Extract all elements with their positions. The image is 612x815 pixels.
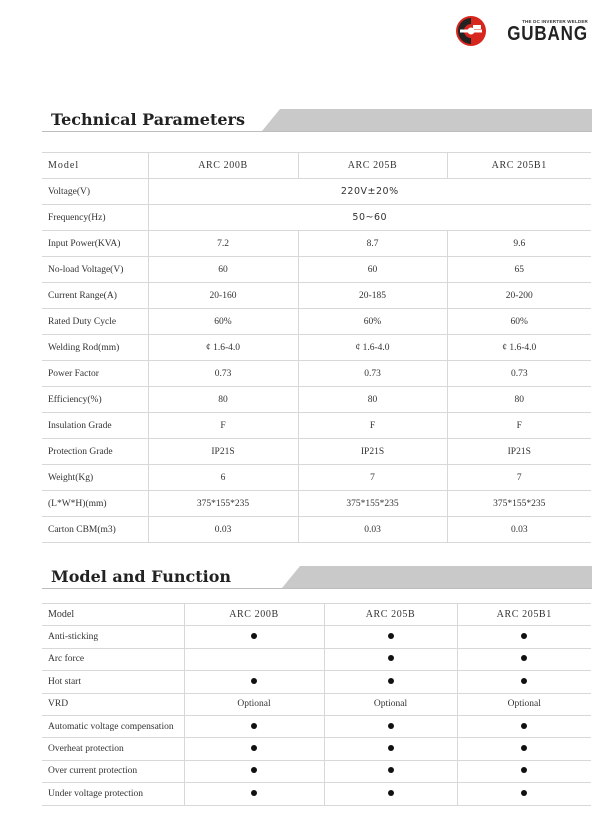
value-cell: 9.6 xyxy=(447,231,591,257)
value-cell: 60 xyxy=(298,257,447,283)
row-label: No-load Voltage(V) xyxy=(42,257,148,283)
table-row xyxy=(42,465,591,491)
feature-cell: Optional xyxy=(457,693,591,715)
merged-value-cell: 220V±20% xyxy=(148,179,591,205)
row-label: Protection Grade xyxy=(42,439,148,465)
value-cell: 60% xyxy=(447,309,591,335)
row-label: Anti-sticking xyxy=(42,626,184,648)
model-function-table xyxy=(42,603,591,806)
value-cell: 7.2 xyxy=(148,231,298,257)
feature-supported-dot-icon xyxy=(388,790,394,796)
value-cell: 375*155*235 xyxy=(447,491,591,517)
feature-supported-dot-icon xyxy=(388,655,394,661)
technical-parameters-table xyxy=(42,152,591,543)
feature-cell xyxy=(324,715,457,737)
header-model-cell: ARC 205B xyxy=(298,153,447,179)
feature-supported-dot-icon xyxy=(521,723,527,729)
value-cell: 0.03 xyxy=(447,517,591,543)
value-cell: 375*155*235 xyxy=(148,491,298,517)
value-cell: 80 xyxy=(447,387,591,413)
value-cell: IP21S xyxy=(447,439,591,465)
feature-supported-dot-icon xyxy=(251,633,257,639)
section-bar xyxy=(262,109,592,131)
feature-cell xyxy=(184,648,324,670)
table-row xyxy=(42,671,591,693)
table-row xyxy=(42,231,591,257)
table-row xyxy=(42,491,591,517)
value-cell: 0.03 xyxy=(298,517,447,543)
header-model-cell: ARC 200B xyxy=(184,604,324,626)
table-row xyxy=(42,648,591,670)
value-cell: 0.73 xyxy=(148,361,298,387)
header-label-cell: Model xyxy=(42,153,148,179)
row-label: Carton CBM(m3) xyxy=(42,517,148,543)
row-label: Frequency(Hz) xyxy=(42,205,148,231)
row-label: Automatic voltage compensation xyxy=(42,715,184,737)
feature-cell xyxy=(184,715,324,737)
feature-supported-dot-icon xyxy=(388,745,394,751)
logo-tagline: THE DC INVERTER WELDER xyxy=(522,18,588,24)
header-model-cell: ARC 205B1 xyxy=(447,153,591,179)
feature-supported-dot-icon xyxy=(521,655,527,661)
table-row xyxy=(42,760,591,782)
table-row xyxy=(42,517,591,543)
table-header-row xyxy=(42,604,591,626)
row-label: Weight(Kg) xyxy=(42,465,148,491)
feature-cell xyxy=(457,626,591,648)
value-cell: F xyxy=(447,413,591,439)
row-label: Current Range(A) xyxy=(42,283,148,309)
row-label: Arc force xyxy=(42,648,184,670)
feature-cell xyxy=(457,671,591,693)
table-row xyxy=(42,693,591,715)
value-cell: 0.73 xyxy=(447,361,591,387)
row-label: Efficiency(%) xyxy=(42,387,148,413)
tech-section-title: Technical Parameters xyxy=(51,110,245,129)
feature-supported-dot-icon xyxy=(388,678,394,684)
feature-supported-dot-icon xyxy=(251,745,257,751)
feature-cell xyxy=(184,738,324,760)
table-row xyxy=(42,361,591,387)
feature-cell xyxy=(324,648,457,670)
feature-cell xyxy=(184,760,324,782)
feature-supported-dot-icon xyxy=(388,723,394,729)
table-row xyxy=(42,715,591,737)
table-row xyxy=(42,413,591,439)
value-cell: F xyxy=(148,413,298,439)
row-label: Hot start xyxy=(42,671,184,693)
value-cell: 20-185 xyxy=(298,283,447,309)
value-cell: IP21S xyxy=(148,439,298,465)
header-model-cell: ARC 200B xyxy=(148,153,298,179)
feature-cell xyxy=(457,760,591,782)
feature-cell: Optional xyxy=(184,693,324,715)
row-label: Voltage(V) xyxy=(42,179,148,205)
logo-name: GUBANG xyxy=(507,22,588,45)
value-cell: 6 xyxy=(148,465,298,491)
feature-cell xyxy=(324,783,457,805)
value-cell: 80 xyxy=(298,387,447,413)
table-header-row xyxy=(42,153,591,179)
value-cell: 65 xyxy=(447,257,591,283)
feature-cell xyxy=(184,626,324,648)
feature-cell xyxy=(457,648,591,670)
row-label: Power Factor xyxy=(42,361,148,387)
value-cell: 0.03 xyxy=(148,517,298,543)
brand-logo xyxy=(454,14,588,48)
merged-value-cell: 50~60 xyxy=(148,205,591,231)
feature-cell xyxy=(324,671,457,693)
feature-supported-dot-icon xyxy=(251,790,257,796)
value-cell: ¢ 1.6-4.0 xyxy=(447,335,591,361)
value-cell: 20-160 xyxy=(148,283,298,309)
header-model-cell: ARC 205B xyxy=(324,604,457,626)
feature-cell: Optional xyxy=(324,693,457,715)
feature-supported-dot-icon xyxy=(521,633,527,639)
feature-supported-dot-icon xyxy=(388,633,394,639)
gubang-logo-icon xyxy=(454,14,488,48)
value-cell: 60% xyxy=(148,309,298,335)
value-cell: 60% xyxy=(298,309,447,335)
value-cell: IP21S xyxy=(298,439,447,465)
tech-section-header xyxy=(42,109,592,133)
feature-cell xyxy=(184,671,324,693)
value-cell: 0.73 xyxy=(298,361,447,387)
section-bar xyxy=(282,566,592,588)
row-label: VRD xyxy=(42,693,184,715)
table-row xyxy=(42,335,591,361)
row-label: Insulation Grade xyxy=(42,413,148,439)
table-row xyxy=(42,783,591,805)
feature-cell xyxy=(457,783,591,805)
feature-cell xyxy=(324,760,457,782)
row-label: Welding Rod(mm) xyxy=(42,335,148,361)
value-cell: 375*155*235 xyxy=(298,491,447,517)
feature-supported-dot-icon xyxy=(521,745,527,751)
feature-cell xyxy=(324,738,457,760)
table-row xyxy=(42,205,591,231)
section-rule xyxy=(42,588,592,589)
value-cell: 7 xyxy=(298,465,447,491)
feature-cell xyxy=(457,738,591,760)
table-row xyxy=(42,439,591,465)
feature-supported-dot-icon xyxy=(251,723,257,729)
feature-supported-dot-icon xyxy=(521,767,527,773)
row-label: (L*W*H)(mm) xyxy=(42,491,148,517)
feature-cell xyxy=(324,626,457,648)
value-cell: 80 xyxy=(148,387,298,413)
table-row xyxy=(42,387,591,413)
feature-supported-dot-icon xyxy=(388,767,394,773)
feature-supported-dot-icon xyxy=(521,790,527,796)
table-row xyxy=(42,738,591,760)
section-rule xyxy=(42,131,592,132)
feature-cell xyxy=(184,783,324,805)
row-label: Over current protection xyxy=(42,760,184,782)
table-row xyxy=(42,179,591,205)
feature-cell xyxy=(457,715,591,737)
feature-supported-dot-icon xyxy=(251,767,257,773)
table-row xyxy=(42,283,591,309)
feature-supported-dot-icon xyxy=(251,678,257,684)
table-row xyxy=(42,257,591,283)
value-cell: 7 xyxy=(447,465,591,491)
table-row xyxy=(42,309,591,335)
row-label: Under voltage protection xyxy=(42,783,184,805)
func-section-title: Model and Function xyxy=(51,567,232,586)
value-cell: ¢ 1.6-4.0 xyxy=(298,335,447,361)
value-cell: 8.7 xyxy=(298,231,447,257)
value-cell: ¢ 1.6-4.0 xyxy=(148,335,298,361)
header-label-cell: Model xyxy=(42,604,184,626)
value-cell: F xyxy=(298,413,447,439)
value-cell: 20-200 xyxy=(447,283,591,309)
value-cell: 60 xyxy=(148,257,298,283)
func-section-header xyxy=(42,566,592,590)
row-label: Rated Duty Cycle xyxy=(42,309,148,335)
row-label: Overheat protection xyxy=(42,738,184,760)
feature-supported-dot-icon xyxy=(521,678,527,684)
row-label: Input Power(KVA) xyxy=(42,231,148,257)
header-model-cell: ARC 205B1 xyxy=(457,604,591,626)
table-row xyxy=(42,626,591,648)
